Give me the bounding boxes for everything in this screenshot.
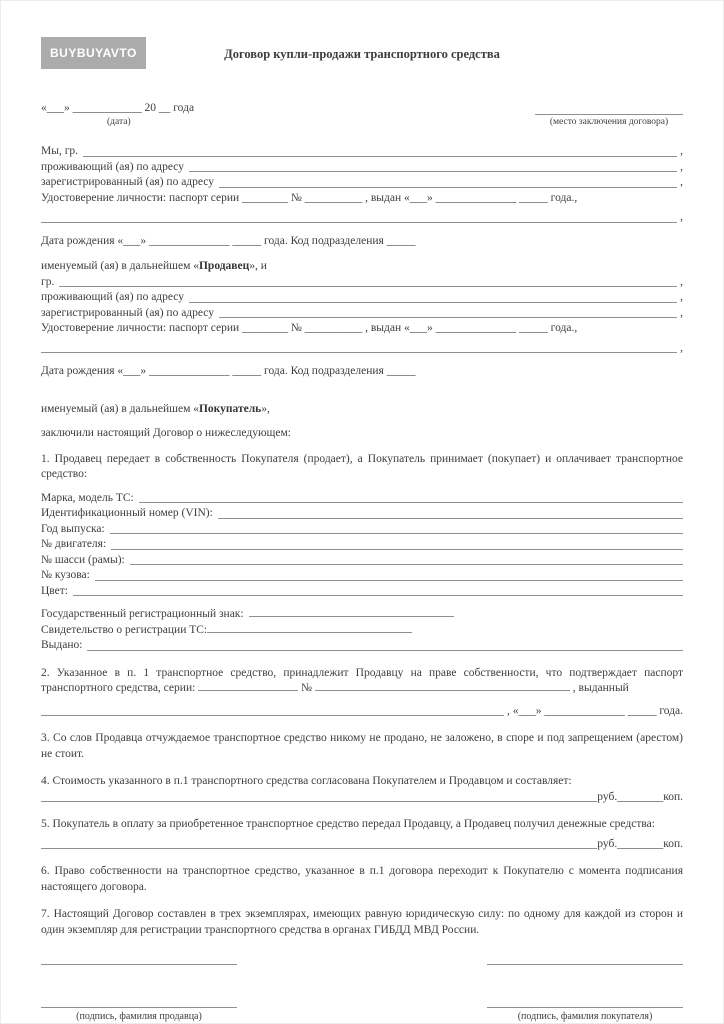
comma: , [680, 291, 683, 303]
comma: , [680, 306, 683, 319]
place-caption: (место заключения договора) [549, 117, 669, 127]
paid-rub-kop: руб.________коп. [597, 837, 683, 850]
seller-address-blank [189, 171, 677, 172]
intro-line: заключили настоящий Договор о нижеследующем: [41, 427, 291, 439]
buyer-signature-caption: (подпись, фамилия покупателя) [517, 1011, 653, 1022]
field-row-chassis [41, 553, 683, 569]
document-title: Договор купли-продажи транспортного средства [224, 47, 500, 61]
buyer-birth-line: Дата рождения «___» ______________ _____ года. Код подразделения _____ [41, 365, 416, 377]
issued-row [41, 638, 683, 654]
clause-2-continuation [41, 704, 683, 720]
color-blank [73, 595, 683, 596]
registration-block [41, 607, 683, 654]
date-line: «___» ____________ 20 __ года [41, 102, 195, 114]
seller-address-label: проживающий (ая) по адресу [41, 160, 184, 173]
clause-1: 1. Продавец передает в собственность Покупателя (продает), а Покупатель принимает (покупает) и оплачивает транспортное средство: [41, 452, 683, 480]
plate-row [41, 607, 683, 623]
buyer-passport-issuer-blank [41, 352, 677, 353]
chassis-number-blank [130, 564, 683, 565]
issued-blank [87, 650, 683, 651]
buyer-registered-row [41, 306, 683, 322]
buybuyavto-logo: BUYBUYAVTO [41, 37, 146, 69]
seller-registered-label: зарегистрированный (ая) по адресу [41, 176, 214, 188]
pts-series-blank [198, 688, 298, 691]
buyer-passport-issuer-row [41, 341, 683, 357]
seller-address-row [41, 160, 683, 176]
buyer-registered-blank [219, 317, 677, 318]
seller-birth-line: Дата рождения «___» ______________ _____ года. Код подразделения _____ [41, 234, 416, 247]
vin-label: Идентификационный номер (VIN): [41, 507, 213, 519]
spacer [487, 965, 683, 1007]
plate-label: Государственный регистрационный знак: [41, 608, 244, 620]
pts-issuer-blank [41, 715, 504, 716]
clause-5-amount-row [41, 837, 683, 853]
date-block [41, 101, 194, 128]
buyer-block [41, 275, 683, 380]
issued-label: Выдано: [41, 639, 83, 651]
clause-7: 7. Настоящий Договор составлен в трех экземплярах, имеющих равную юридическую силу: по одному для каждой из сторон и один экземпляр для регистрации транспортного средства в органах ГИБДД МВД России. [41, 908, 683, 936]
seller-name-row [41, 144, 683, 160]
field-row-vin [41, 506, 683, 522]
comma: , [680, 145, 683, 157]
named-prefix: именуемый (ая) в дальнейшем « [41, 402, 199, 415]
clause-6: 6. Право собственности на транспортное средство, указанное в п.1 договора переходит к Покупателю с момента подписания настоящего договора. [41, 865, 683, 893]
seller-registered-row [41, 175, 683, 191]
vin-blank [218, 518, 683, 519]
price-amount-blank [41, 801, 597, 802]
pts-number-sign: № [301, 682, 313, 694]
date-place-row [41, 101, 683, 128]
seller-passport-line: Удостоверение личности: паспорт серии ________ № __________ , выдан «___» ______________ _____ года., [41, 191, 578, 204]
seller-registered-blank [219, 187, 677, 188]
buyer-named-line [41, 402, 683, 418]
comma: , [680, 160, 683, 173]
place-blank-line [535, 101, 683, 115]
date-caption: (дата) [107, 116, 131, 127]
buyer-address-row [41, 290, 683, 306]
seller-name-blank [83, 156, 677, 157]
seller-name-label: Мы, гр. [41, 145, 79, 157]
clause-5: 5. Покупатель в оплату за приобретенное транспортное средство передал Продавцу, а Продавец получил денежные средства: [41, 818, 655, 830]
comma: , [680, 176, 683, 188]
buyer-signature-column [487, 964, 683, 1023]
clause-2 [41, 666, 683, 697]
seller-passport-issuer-row [41, 210, 683, 226]
signatures-block [41, 964, 683, 1023]
comma: , [680, 211, 683, 223]
field-row-color [41, 584, 683, 600]
year-blank [110, 533, 683, 534]
field-row-engine [41, 537, 683, 553]
buyer-name-blank [59, 286, 677, 287]
body-number-blank [95, 580, 683, 581]
paid-amount-blank [41, 848, 597, 849]
body-number-label: № кузова: [41, 569, 90, 581]
named-suffix: », и [249, 260, 267, 272]
buyer-passport-line: Удостоверение личности: паспорт серии ________ № __________ , выдан «___» ______________ _____ года., [41, 322, 578, 334]
engine-number-label: № двигателя: [41, 538, 107, 550]
make-model-blank [139, 502, 683, 503]
color-label: Цвет: [41, 584, 68, 597]
seller-passport-issuer-blank [41, 222, 677, 223]
clause-4: 4. Стоимость указанного в п.1 транспортного средства согласована Покупателем и Продавцом и составляет: [41, 775, 572, 787]
plate-blank [249, 614, 454, 617]
vehicle-fields [41, 491, 683, 600]
seller-term: Продавец [198, 260, 250, 272]
buyer-name-row [41, 275, 683, 291]
pts-number-blank [315, 688, 570, 691]
named-suffix: », [261, 402, 270, 415]
buyer-name-label: гр. [41, 275, 55, 288]
clause-3: 3. Со слов Продавца отчуждаемое транспортное средство никому не продано, не заложено, в споре и под запрещением (арестом) не стоит. [41, 732, 683, 760]
seller-signature-column [41, 964, 237, 1023]
clause-2-suffix: , выданный [572, 682, 629, 694]
field-row-make [41, 491, 683, 507]
place-block [535, 101, 683, 128]
field-row-body [41, 568, 683, 584]
buyer-registered-label: зарегистрированный (ая) по адресу [41, 306, 214, 319]
chassis-number-label: № шасси (рамы): [41, 553, 125, 566]
buyer-term: Покупатель [198, 402, 262, 415]
field-row-year [41, 522, 683, 538]
clause-2-text: 2. Указанное в п. 1 транспортное средство, принадлежит Продавцу на праве собственности, что подтверждает паспорт транспортного средства, серии: [41, 666, 683, 694]
cert-label: Свидетельство о регистрации ТС: [41, 623, 208, 636]
cert-row [41, 623, 683, 639]
cert-blank [207, 630, 412, 633]
named-prefix: именуемый (ая) в дальнейшем « [41, 260, 199, 272]
engine-number-blank [111, 549, 683, 550]
comma: , [680, 341, 683, 354]
seller-block [41, 144, 683, 249]
seller-signature-caption: (подпись, фамилия продавца) [76, 1011, 202, 1022]
year-label: Год выпуска: [41, 522, 105, 535]
document-header [41, 35, 683, 79]
comma: , [680, 275, 683, 288]
spacer [41, 965, 237, 1007]
clause-4-amount-row [41, 790, 683, 806]
buyer-address-blank [189, 302, 677, 303]
price-rub-kop: руб.________коп. [597, 790, 683, 803]
make-model-label: Марка, модель ТС: [41, 491, 134, 504]
seller-named-line [41, 259, 683, 275]
buyer-address-label: проживающий (ая) по адресу [41, 291, 184, 303]
pts-issue-date: , «___» ______________ _____ года. [506, 704, 683, 717]
